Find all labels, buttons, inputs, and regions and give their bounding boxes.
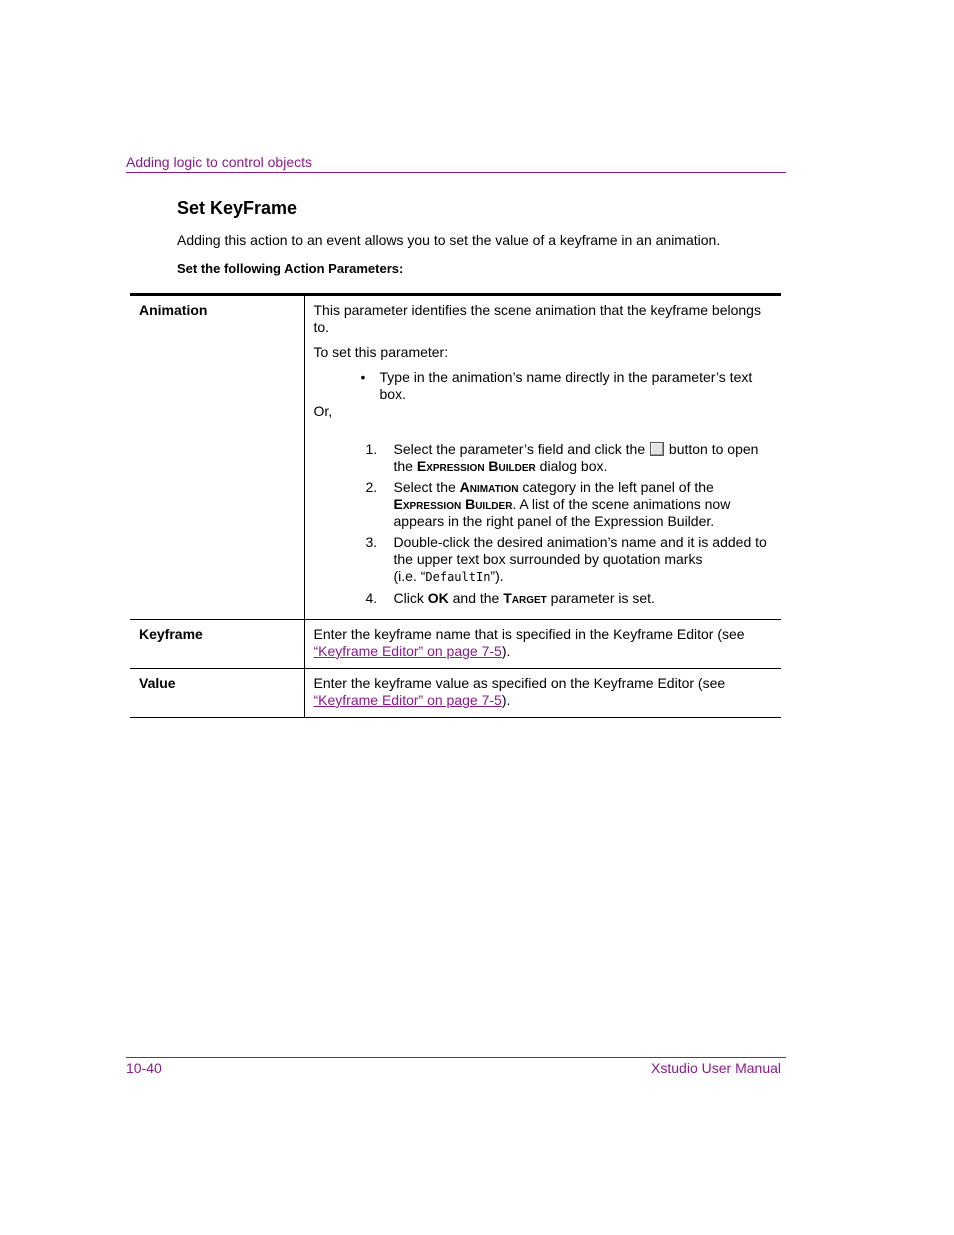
- to-set-text: To set this parameter:: [313, 344, 449, 360]
- param-row-animation: [130, 295, 781, 620]
- ellipsis-button-icon: [650, 442, 664, 456]
- footer-divider: [126, 1057, 786, 1058]
- parameters-table: [130, 293, 781, 718]
- header-divider: [126, 172, 786, 173]
- param-description: Enter the keyframe name that is specified in the Keyframe Editor (see “Keyframe Editor” on page 7-5).: [313, 626, 745, 659]
- section-title: Set KeyFrame: [177, 198, 298, 218]
- intro-paragraph: Adding this action to an event allows you to set the value of a keyframe in an animation.: [177, 232, 721, 248]
- page-number: 10-40: [126, 1060, 162, 1076]
- steps-list: [314, 441, 773, 607]
- step-item: 2. Select the Animation category in the left panel of the Expression Builder. A list of the scene animations now appears in the right panel of the Expression Builder.: [365, 479, 731, 529]
- param-name: Value: [130, 669, 304, 718]
- description-text: This parameter identifies the scene animation that the keyframe belongs to.: [313, 302, 761, 335]
- param-name: Keyframe: [130, 620, 304, 669]
- param-description: Enter the keyframe value as specified on the Keyframe Editor (see “Keyframe Editor” on page 7-5).: [313, 675, 726, 708]
- param-row-value: [130, 669, 781, 718]
- running-header: Adding logic to control objects: [126, 154, 312, 170]
- param-description: [304, 295, 781, 620]
- manual-title: Xstudio User Manual: [651, 1060, 781, 1076]
- keyframe-editor-link[interactable]: “Keyframe Editor” on page 7-5: [313, 692, 502, 708]
- params-heading: Set the following Action Parameters:: [177, 261, 404, 276]
- keyframe-editor-link[interactable]: “Keyframe Editor” on page 7-5: [313, 643, 502, 659]
- code-sample: DefaultIn: [425, 570, 491, 584]
- step-item: 4. Click OK and the Target parameter is set.: [365, 590, 655, 606]
- param-name: Animation: [130, 295, 304, 620]
- param-row-keyframe: [130, 620, 781, 669]
- or-text: Or,: [313, 403, 333, 419]
- step-item: 1. Select the parameter’s field and click the button to open the Expression Builder dialog box.: [365, 441, 759, 474]
- bullet-list: [314, 369, 773, 403]
- bullet-item: • Type in the animation’s name directly in the parameter’s text box.: [314, 369, 773, 403]
- step-item: 3. Double-click the desired animation’s name and it is added to the upper text box surrounded by quotation marks (i.e. “DefaultIn”).: [365, 534, 767, 584]
